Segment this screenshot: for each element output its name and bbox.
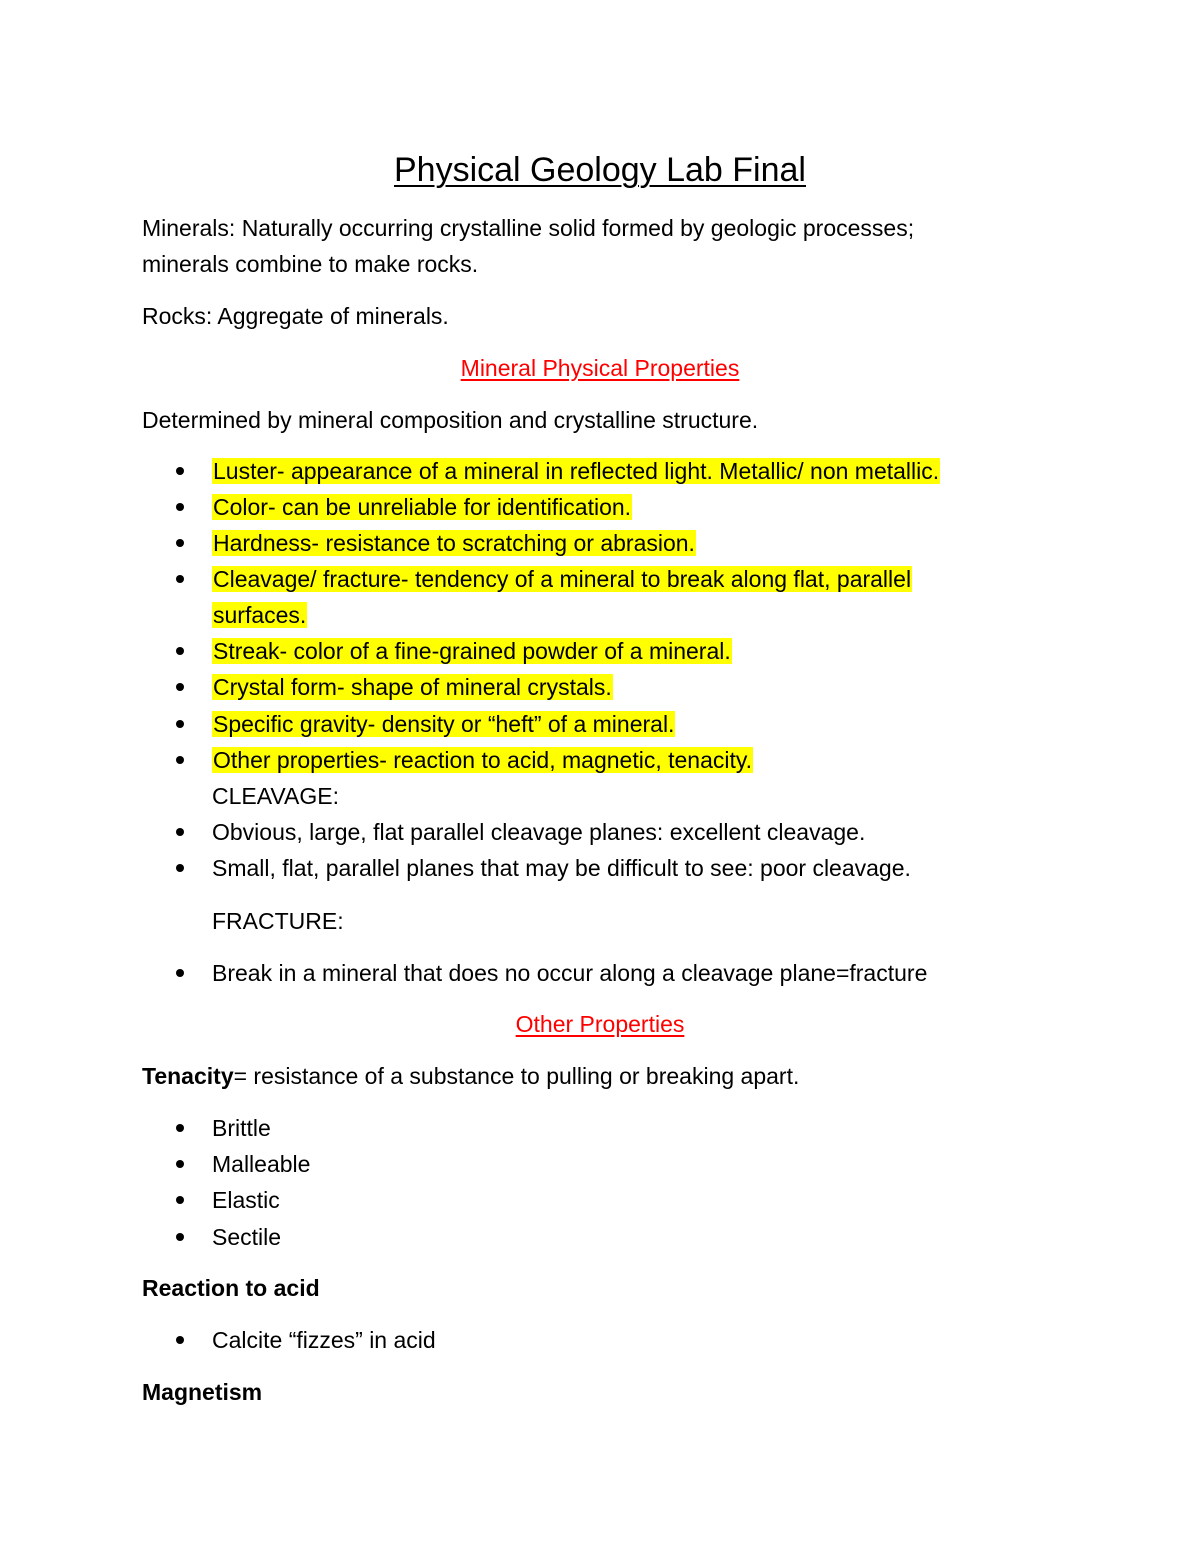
list-item-sectile: Sectile (212, 1224, 282, 1250)
rocks-definition: Rocks: Aggregate of minerals. (142, 303, 449, 329)
bullet-icon (174, 636, 188, 666)
list-item-color: Color- can be unreliable for identification. (213, 494, 632, 520)
bullet-icon (174, 1222, 188, 1252)
list-item-calcite: Calcite “fizzes” in acid (212, 1327, 436, 1353)
section-heading-other-properties: Other Properties (515, 1011, 685, 1037)
list-item-poor-cleavage: Small, flat, parallel planes that may be difficult to see: poor cleavage. (212, 855, 911, 881)
bullet-icon (174, 528, 188, 558)
minerals-definition-line1: Minerals: Naturally occurring crystalline solid formed by geologic processes; (142, 215, 915, 241)
section-heading-mineral-properties: Mineral Physical Properties (460, 355, 740, 381)
bullet-icon (174, 1185, 188, 1215)
list-item-specific-gravity: Specific gravity- density or “heft” of a mineral. (213, 711, 675, 737)
bullet-icon (174, 492, 188, 522)
bullet-icon (174, 1325, 188, 1355)
bullet-icon (174, 853, 188, 883)
list-item-malleable: Malleable (212, 1151, 311, 1177)
minerals-definition-line2: minerals combine to make rocks. (142, 251, 479, 277)
bullet-icon (174, 564, 188, 594)
list-item-brittle: Brittle (212, 1115, 271, 1141)
list-item-streak: Streak- color of a fine-grained powder of a mineral. (213, 638, 731, 664)
list-item-luster: Luster- appearance of a mineral in reflected light. Metallic/ non metallic. (213, 458, 940, 484)
list-item-cleavage-fracture: Cleavage/ fracture- tendency of a mineral to break along flat, parallel (213, 566, 912, 592)
list-item-cleavage-fracture-continuation: surfaces. (213, 602, 307, 628)
bullet-icon (174, 456, 188, 486)
bullet-icon (174, 817, 188, 847)
bullet-icon (174, 958, 188, 988)
tenacity-definition (142, 1061, 799, 1091)
bullet-icon (174, 1113, 188, 1143)
bullet-icon (174, 709, 188, 739)
magnetism-heading: Magnetism (142, 1379, 263, 1405)
list-item-other-properties: Other properties- reaction to acid, magnetic, tenacity. (213, 747, 753, 773)
cleavage-label: CLEAVAGE: (212, 783, 339, 809)
bullet-icon (174, 745, 188, 775)
list-item-crystal-form: Crystal form- shape of mineral crystals. (213, 674, 612, 700)
bullet-icon (174, 1149, 188, 1179)
reaction-to-acid-heading: Reaction to acid (142, 1275, 320, 1301)
bullet-icon (174, 672, 188, 702)
tenacity-term: Tenacity (142, 1063, 234, 1089)
list-item-fracture: Break in a mineral that does no occur along a cleavage plane=fracture (212, 960, 928, 986)
fracture-label: FRACTURE: (212, 908, 344, 934)
list-item-excellent-cleavage: Obvious, large, flat parallel cleavage planes: excellent cleavage. (212, 819, 866, 845)
section-intro: Determined by mineral composition and crystalline structure. (142, 407, 759, 433)
list-item-hardness: Hardness- resistance to scratching or abrasion. (213, 530, 695, 556)
tenacity-definition-text: = resistance of a substance to pulling or breaking apart. (233, 1063, 800, 1089)
list-item-elastic: Elastic (212, 1187, 280, 1213)
document-title: Physical Geology Lab Final (393, 151, 806, 189)
